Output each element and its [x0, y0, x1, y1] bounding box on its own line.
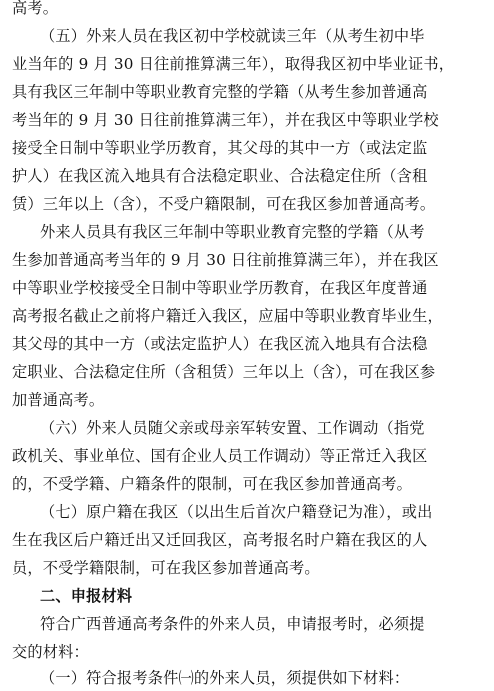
- text-line: 的，不受学籍、户籍条件的限制，可在我区参加普通高考。: [12, 475, 413, 493]
- text-line: 加普通高考。: [12, 391, 105, 409]
- paragraph-seven-first-line: （七）原户籍在我区（以出生后首次户籍登记为准），或出: [40, 503, 433, 521]
- section-heading: 二、申报材料: [40, 587, 133, 605]
- text-line: 生参加普通高考当年的 9 月 30 日往前推算满三年），并在我区: [12, 251, 439, 269]
- text-line: 定职业、合法稳定住所（含租赁）三年以上（含），可在我区参: [12, 363, 436, 381]
- paragraph-five-first-line: （五）外来人员在我区初中学校就读三年（从考生初中毕: [40, 27, 425, 45]
- text-line: 其父母的其中一方（或法定监护人）在我区流入地具有合法稳: [12, 335, 428, 353]
- text-line: 接受全日制中等职业学历教育，其父母的其中一方（或法定监: [12, 139, 428, 157]
- text-line: 业当年的 9 月 30 日往前推算满三年），取得我区初中毕业证书，: [12, 55, 455, 73]
- paragraph-six-first-line: （六）外来人员随父亲或母亲军转安置、工作调动（指党: [40, 419, 425, 437]
- text-line: 生在我区后户籍迁出又迁回我区，高考报名时户籍在我区的人: [12, 531, 428, 549]
- text-line: 高考报名截止之前将户籍迁入我区，应届中等职业教育毕业生，: [12, 307, 443, 325]
- text-line: 赁）三年以上（含），不受户籍限制，可在我区参加普通高考。: [12, 195, 436, 213]
- text-line: 政机关、事业单位、国有企业人员工作调动）等正常迁入我区: [12, 447, 428, 465]
- subsection-heading: （一）符合报考条件㈠的外来人员，须提供如下材料：: [40, 669, 410, 687]
- paragraph-first-line: 符合广西普通高考条件的外来人员，申请报考时，必须提: [40, 615, 425, 633]
- text-line: 中等职业学校接受全日制中等职业学历教育，在我区年度普通: [12, 279, 428, 297]
- text-line: 具有我区三年制中等职业教育完整的学籍（从考生参加普通高: [12, 83, 428, 101]
- text-line: 考当年的 9 月 30 日往前推算满三年），并在我区中等职业学校: [12, 111, 439, 129]
- text-line: 交的材料：: [12, 643, 89, 661]
- text-line: 护人）在我区流入地具有合法稳定职业、合法稳定住所（含租: [12, 167, 428, 185]
- paragraph-first-line: 外来人员具有我区三年制中等职业教育完整的学籍（从考: [40, 223, 425, 241]
- text-line: 员，不受学籍限制，可在我区参加普通高考。: [12, 559, 320, 577]
- text-line: 高考。: [12, 0, 59, 17]
